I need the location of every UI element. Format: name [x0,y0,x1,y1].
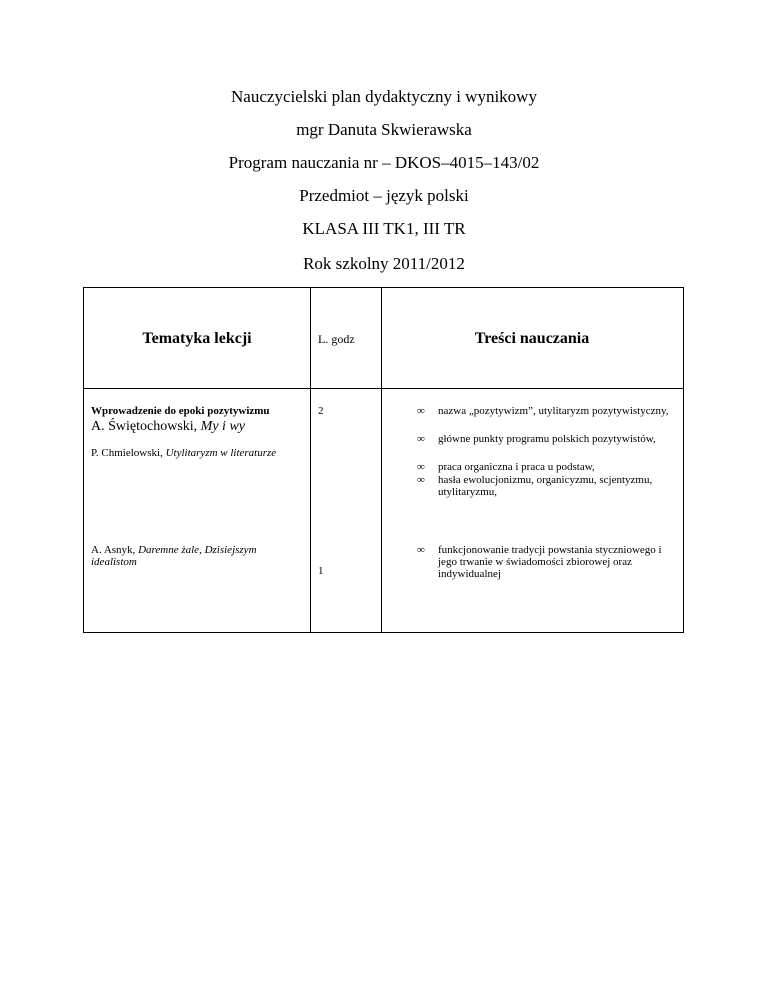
content-item: funkcjonowanie tradycji powstania styczniowego i jego trwanie w świadomości zbiorowej oraz indywidualnej [438,544,662,580]
topic-intro: Wprowadzenie do epoki pozytywizmu [91,405,270,417]
topic-work-title: Dzisiejszym idealistom [91,544,257,568]
topic-swietochowski [91,419,309,435]
column-divider [310,288,311,632]
class-name: KLASA III TK1, III TR [302,219,466,238]
topic-author: A. Świętochowski, [91,419,201,434]
row-divider [84,388,683,389]
topic-asnyk [91,544,296,568]
topic-work-title: Utylitaryzm w literaturze [165,447,277,459]
teacher-name: mgr Danuta Skwierawska [296,120,472,139]
topic-work-title: My i wy [200,419,245,434]
lesson-plan-table [83,287,684,633]
topic-work-title: Daremne żale [138,544,200,556]
hours-value: 1 [318,565,324,577]
topic-author: P. Chmielowski, [91,447,166,459]
document-title: Nauczycielski plan dydaktyczny i wynikowy [231,87,537,106]
subject: Przedmiot – język polski [299,186,469,205]
hours-value: 2 [318,405,324,417]
header-content: Treści nauczania [474,330,590,347]
content-item: hasła ewolucjonizmu, organicyzmu, scjentyzmu, utylitaryzmu, [438,474,653,498]
bullet-icon: ∞ [417,544,425,556]
content-item: główne punkty programu polskich pozytywistów, [438,433,656,445]
topic-author: A. Asnyk, [91,544,139,556]
content-item: praca organiczna i praca u podstaw, [438,461,595,473]
program-number: Program nauczania nr – DKOS–4015–143/02 [228,153,540,172]
bullet-icon: ∞ [417,433,425,445]
school-year: Rok szkolny 2011/2012 [303,254,465,273]
content-item: nazwa „pozytywizm”, utylitaryzm pozytywistyczny, [438,405,669,417]
topic-separator: , [199,544,205,556]
bullet-icon: ∞ [417,461,425,473]
topic-chmielowski [91,447,291,459]
bullet-icon: ∞ [417,405,425,417]
header-hours: L. godz [318,332,355,346]
bullet-icon: ∞ [417,474,425,486]
header-topics: Tematyka lekcji [142,330,252,347]
